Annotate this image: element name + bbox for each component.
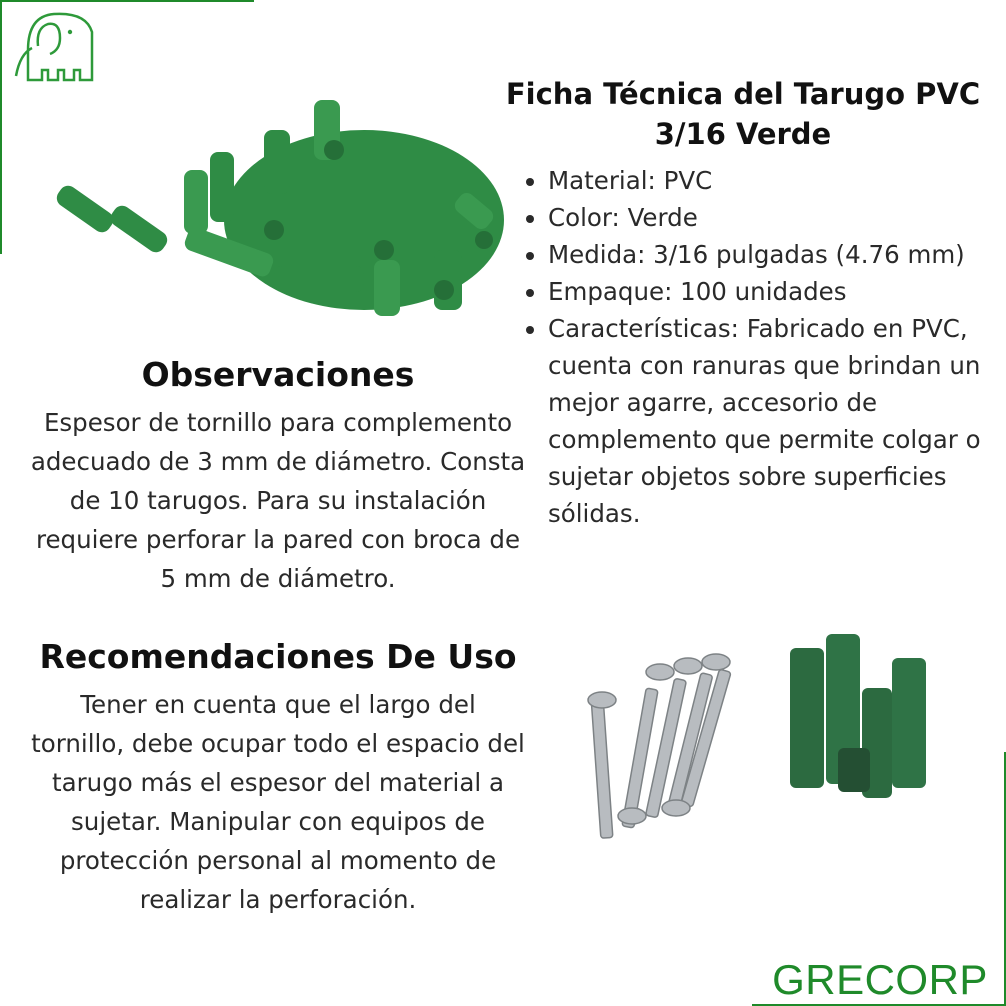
plugs — [790, 634, 926, 798]
observaciones-heading: Observaciones — [141, 355, 415, 394]
spec-item-material: • Material: PVC — [548, 162, 1006, 199]
observaciones-text: Espesor de tornillo para complemento adecuado de 3 mm de diámetro. Consta de 10 tarugos. Para su instalación requiere perforar la pared con broca de 5 mm de diámetro. — [30, 408, 526, 593]
spec-list — [520, 162, 1006, 532]
frame-corner-left — [0, 0, 2, 254]
screws-and-plugs-image — [580, 628, 940, 848]
page-title: Ficha Técnica del Tarugo PVC 3/16 Verde — [505, 77, 981, 151]
brand-logo-text: GRECORP — [772, 956, 988, 1003]
recomendaciones-text: Tener en cuenta que el largo del tornillo, debe ocupar todo el espacio del tarugo más el espesor del material a sujetar. Manipular con equipos de protección personal al momento de realizar la perforación. — [31, 690, 525, 914]
spec-item-package: • Empaque: 100 unidades — [548, 273, 1006, 310]
pvc-plugs-pile-image — [34, 90, 510, 326]
screws — [588, 654, 731, 838]
frame-corner-top — [0, 0, 254, 2]
elephant-logo-icon — [14, 10, 96, 84]
spec-item-size: • Medida: 3/16 pulgadas (4.76 mm) — [548, 236, 1006, 273]
plug-pile — [183, 100, 504, 316]
loose-plug — [53, 182, 170, 256]
recomendaciones-heading: Recomendaciones De Uso — [39, 637, 517, 676]
spec-item-color: • Color: Verde — [548, 199, 1006, 236]
spec-item-features: • Características: Fabricado en PVC, cuenta con ranuras que brindan un mejor agarre, accesorio de complemento que permite colgar o sujetar objetos sobre superficies sólidas. — [548, 310, 1006, 532]
